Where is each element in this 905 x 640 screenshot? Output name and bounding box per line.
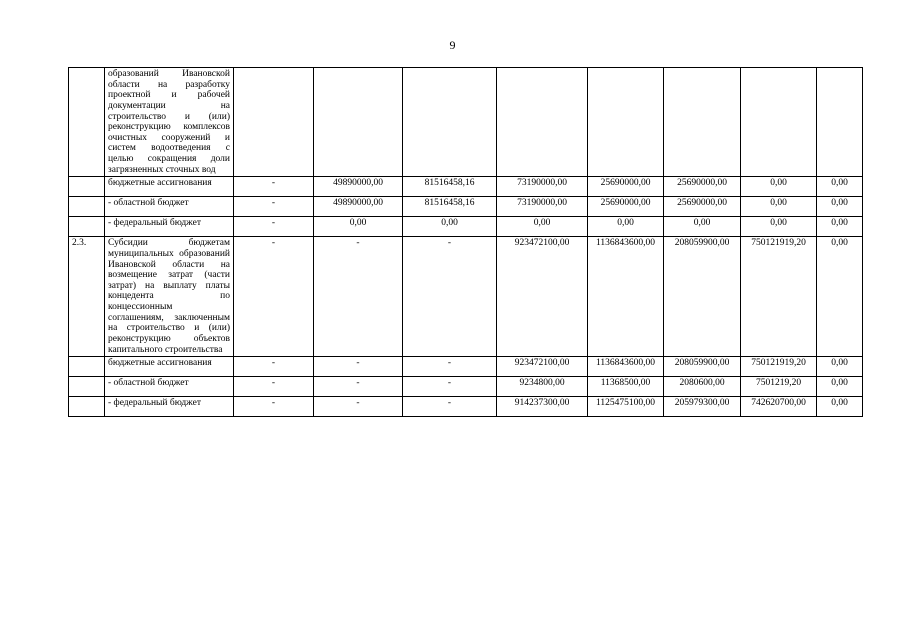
row-index-cell: [69, 397, 105, 417]
page-number: 9: [449, 38, 456, 52]
value-cell: 1136843600,00: [588, 237, 664, 357]
value-cell: 750121919,20: [741, 357, 817, 377]
value-cell: [588, 68, 664, 177]
value-cell: -: [314, 397, 403, 417]
table-body: [69, 68, 863, 417]
value-cell: -: [234, 177, 314, 197]
row-index-cell: [69, 357, 105, 377]
value-cell: -: [234, 357, 314, 377]
value-cell: 208059900,00: [664, 357, 741, 377]
value-cell: 205979300,00: [664, 397, 741, 417]
value-cell: 0,00: [817, 377, 863, 397]
value-cell: 0,00: [588, 217, 664, 237]
value-cell: [741, 68, 817, 177]
value-cell: -: [234, 237, 314, 357]
row-label-cell: - областной бюджет: [105, 377, 234, 397]
value-cell: 0,00: [314, 217, 403, 237]
value-cell: 0,00: [741, 197, 817, 217]
row-label-cell: - областной бюджет: [105, 197, 234, 217]
value-cell: -: [234, 217, 314, 237]
row-description-cell: образований Ивановской области на разработку проектной и рабочей документации на строительство и (или) реконструкцию комплексов очистных сооружений и систем водоотведения с целью сокращения доли загрязненных сточных вод: [105, 68, 234, 177]
row-index-cell: [69, 377, 105, 397]
value-cell: 25690000,00: [588, 177, 664, 197]
value-cell: -: [403, 377, 497, 397]
value-cell: 81516458,16: [403, 177, 497, 197]
row-label-cell: бюджетные ассигнования: [105, 177, 234, 197]
table-row-subitem: [69, 357, 863, 377]
value-cell: 11368500,00: [588, 377, 664, 397]
value-cell: 49890000,00: [314, 177, 403, 197]
value-cell: 208059900,00: [664, 237, 741, 357]
table-row-description: [69, 237, 863, 357]
row-label-cell: бюджетные ассигнования: [105, 357, 234, 377]
value-cell: 25690000,00: [664, 197, 741, 217]
value-cell: 742620700,00: [741, 397, 817, 417]
value-cell: 0,00: [741, 177, 817, 197]
value-cell: 0,00: [497, 217, 588, 237]
row-index-cell: [69, 68, 105, 177]
value-cell: 1136843600,00: [588, 357, 664, 377]
table-row-subitem: [69, 377, 863, 397]
table-row-subitem: [69, 197, 863, 217]
value-cell: 0,00: [403, 217, 497, 237]
value-cell: 750121919,20: [741, 237, 817, 357]
value-cell: 0,00: [817, 237, 863, 357]
value-cell: -: [403, 357, 497, 377]
table-row-subitem: [69, 397, 863, 417]
table-row-description: [69, 68, 863, 177]
value-cell: 0,00: [817, 397, 863, 417]
value-cell: 73190000,00: [497, 177, 588, 197]
row-label-cell: - федеральный бюджет: [105, 217, 234, 237]
value-cell: -: [234, 397, 314, 417]
row-index-cell: [69, 217, 105, 237]
table-row-subitem: [69, 217, 863, 237]
value-cell: 0,00: [741, 217, 817, 237]
row-index-cell: [69, 197, 105, 217]
value-cell: -: [403, 237, 497, 357]
value-cell: [234, 68, 314, 177]
value-cell: [664, 68, 741, 177]
value-cell: [497, 68, 588, 177]
value-cell: 9234800,00: [497, 377, 588, 397]
row-description-cell: Субсидии бюджетам муниципальных образований Ивановской области на возмещение затрат (части затрат) на выплату платы концедента по концессионным соглашениям, заключенным на строительство и (или) реконструкцию объектов капитального строительства: [105, 237, 234, 357]
value-cell: 0,00: [817, 177, 863, 197]
row-label-cell: - федеральный бюджет: [105, 397, 234, 417]
value-cell: 923472100,00: [497, 237, 588, 357]
value-cell: 25690000,00: [664, 177, 741, 197]
value-cell: [403, 68, 497, 177]
row-index-cell: [69, 177, 105, 197]
value-cell: 0,00: [817, 197, 863, 217]
value-cell: -: [314, 357, 403, 377]
value-cell: -: [403, 397, 497, 417]
value-cell: 923472100,00: [497, 357, 588, 377]
value-cell: 1125475100,00: [588, 397, 664, 417]
value-cell: 914237300,00: [497, 397, 588, 417]
value-cell: 49890000,00: [314, 197, 403, 217]
value-cell: 73190000,00: [497, 197, 588, 217]
value-cell: 7501219,20: [741, 377, 817, 397]
value-cell: 0,00: [817, 357, 863, 377]
value-cell: 0,00: [817, 217, 863, 237]
budget-table: [68, 67, 863, 417]
value-cell: -: [234, 197, 314, 217]
value-cell: 25690000,00: [588, 197, 664, 217]
value-cell: -: [314, 237, 403, 357]
table-row-subitem: [69, 177, 863, 197]
value-cell: [817, 68, 863, 177]
value-cell: 0,00: [664, 217, 741, 237]
row-index-cell: 2.3.: [69, 237, 105, 357]
value-cell: [314, 68, 403, 177]
value-cell: 81516458,16: [403, 197, 497, 217]
value-cell: 2080600,00: [664, 377, 741, 397]
value-cell: -: [314, 377, 403, 397]
value-cell: -: [234, 377, 314, 397]
